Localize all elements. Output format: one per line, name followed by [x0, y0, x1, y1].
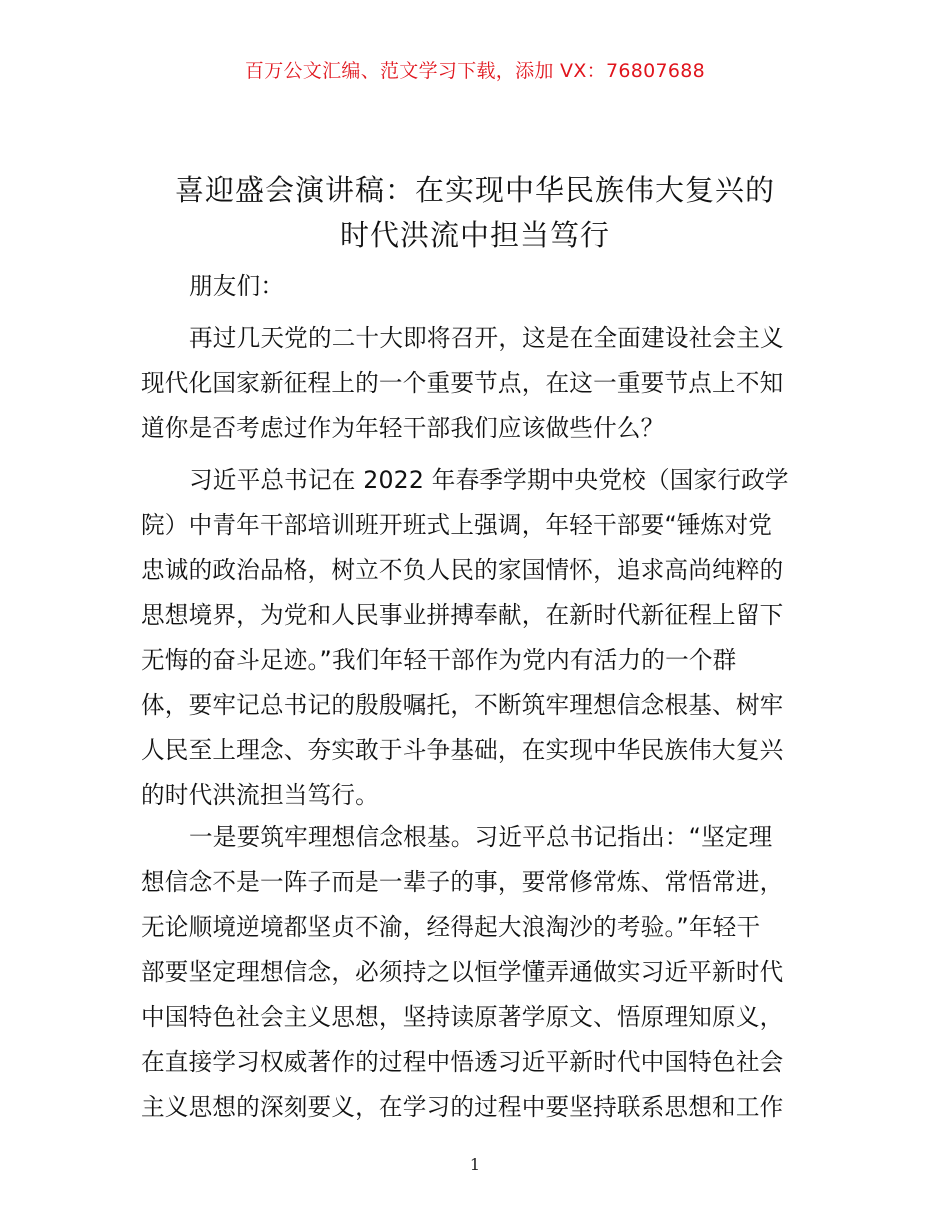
- text-line: 想信念不是一阵子而是一辈子的事，要常修常炼、常悟常进，: [141, 868, 784, 896]
- text-line: 主义思想的深刻要义，在学习的过程中要坚持联系思想和工作: [141, 1093, 784, 1121]
- document-title-line-1: 喜迎盛会演讲稿：在实现中华民族伟大复兴的: [174, 173, 775, 207]
- paragraph-point-one: [141, 815, 813, 1130]
- page-number: 1: [469, 1155, 481, 1174]
- text-line: 再过几天党的二十大即将召开，这是在全面建设社会主义: [189, 324, 784, 352]
- text-line: 习近平总书记在 2022 年春季学期中央党校（国家行政学: [189, 466, 789, 494]
- text-line: 思想境界，为党和人民事业拼搏奉献，在新时代新征程上留下: [141, 601, 784, 629]
- document-title-line-2: 时代洪流中担当笃行: [339, 218, 610, 252]
- text-line: 道你是否考虑过作为年轻干部我们应该做些什么？: [141, 414, 665, 442]
- text-line: 朋友们：: [189, 272, 285, 300]
- paragraph-quote: [141, 458, 813, 818]
- text-line: 忠诚的政治品格，树立不负人民的家国情怀，追求高尚纯粹的: [141, 556, 784, 584]
- paragraph-salutation: [141, 264, 813, 309]
- text-line: 中国特色社会主义思想，坚持读原著学原文、悟原理知原义，: [141, 1003, 784, 1031]
- text-line: 无悔的奋斗足迹。”我们年轻干部作为党内有活力的一个群: [141, 646, 737, 674]
- text-line: 部要坚定理想信念，必须持之以恒学懂弄通做实习近平新时代: [141, 958, 784, 986]
- text-line: 体，要牢记总书记的殷殷嘱托，不断筑牢理想信念根基、树牢: [141, 691, 784, 719]
- text-line: 院）中青年干部培训班开班式上强调，年轻干部要“锤炼对党: [141, 511, 773, 539]
- text-line: 一是要筑牢理想信念根基。习近平总书记指出：“坚定理: [189, 823, 773, 851]
- text-line: 无论顺境逆境都坚贞不渝，经得起大浪淘沙的考验。”年轻干: [141, 913, 761, 941]
- text-line: 的时代洪流担当笃行。: [141, 781, 379, 809]
- paragraph-intro: [141, 316, 813, 451]
- header-watermark-note: 百万公文汇编、范文学习下载，添加 VX：76807688: [244, 60, 706, 82]
- text-line: 现代化国家新征程上的一个重要节点，在这一重要节点上不知: [141, 369, 784, 397]
- text-line: 人民至上理念、夯实敢于斗争基础，在实现中华民族伟大复兴: [141, 736, 784, 764]
- text-line: 在直接学习权威著作的过程中悟透习近平新时代中国特色社会: [141, 1048, 784, 1076]
